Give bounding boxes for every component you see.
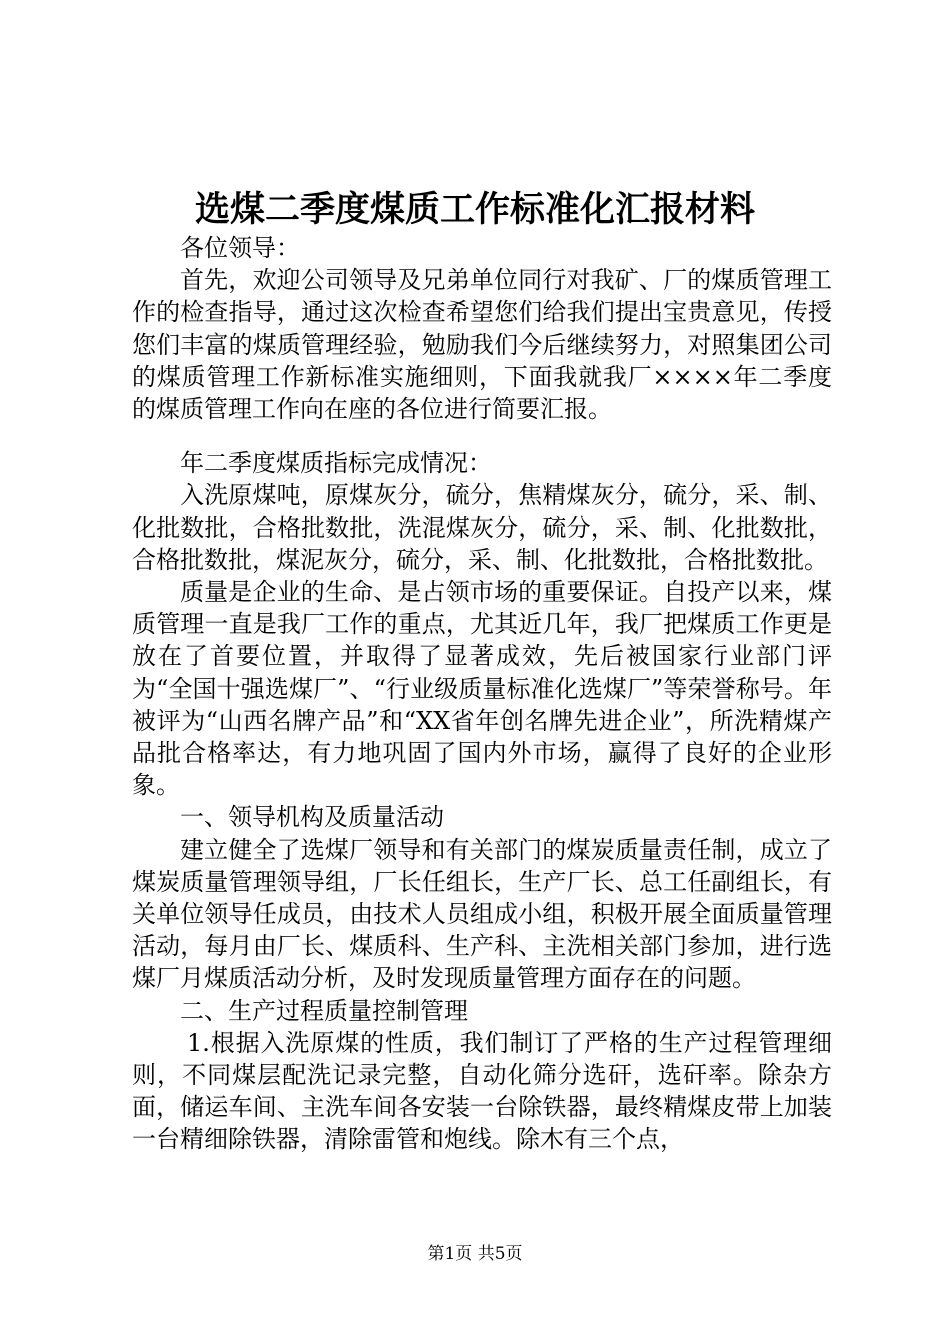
section-heading-production: 二、生产过程质量控制管理 [180,996,468,1025]
page-footer: 第1页 共5页 [427,1244,523,1264]
quality-paragraph: 质量是企业的生命、是占领市场的重要保证。自投产以来，煤质管理一直是我厂工作的重点，尤其近几年，我厂把煤质工作更是放在了首要位置，并取得了显著成效，先后被国家行业部门评为“全国十强选煤厂”、“行业级质量标准化选煤厂”等荣誉称号。年被评为“山西名牌产品”和“XX省年创名牌先进企业”，所洗精煤产品批合格率达，有力地巩固了国内外市场，赢得了良好的企业形象。 [132,578,832,800]
leadership-paragraph: 建立健全了选煤厂领导和有关部门的煤炭质量责任制，成立了煤炭质量管理领导组，厂长任组长，生产厂长、总工任副组长，有关单位领导任成员，由技术人员组成小组，积极开展全面质量管理活动，每月由厂长、煤质科、生产科、主洗相关部门参加，进行选煤厂月煤质活动分析，及时发现质量管理方面存在的问题。 [132,835,832,993]
indicators-paragraph: 入洗原煤吨，原煤灰分，硫分，焦精煤灰分，硫分，采、制、化批数批，合格批数批，洗混煤灰分，硫分，采、制、化批数批，合格批数批，煤泥灰分，硫分，采、制、化批数批，合格批数批。 [132,481,832,574]
section-heading-indicators: 年二季度煤质指标完成情况： [180,449,492,478]
salutation: 各位领导： [180,234,300,262]
production-paragraph: 1.根据入洗原煤的性质，我们制订了严格的生产过程管理细则，不同煤层配洗记录完整，自动化筛分选矸，选矸率。除杂方面，储运车间、主洗车间各安装一台除铁器，最终精煤皮带上加装一台精细除铁器，清除雷管和炮线。除木有三个点， [132,1028,832,1154]
section-heading-leadership: 一、领导机构及质量活动 [180,803,444,832]
document-title: 选煤二季度煤质工作标准化汇报材料 [194,189,755,230]
intro-paragraph: 首先，欢迎公司领导及兄弟单位同行对我矿、厂的煤质管理工作的检查指导，通过这次检查希望您们给我们提出宝贵意见，传授您们丰富的煤质管理经验，勉励我们今后继续努力，对照集团公司的煤质管理工作新标准实施细则，下面我就我厂××××年二季度的煤质管理工作向在座的各位进行简要汇报。 [132,266,832,424]
document-body [132,232,832,1156]
